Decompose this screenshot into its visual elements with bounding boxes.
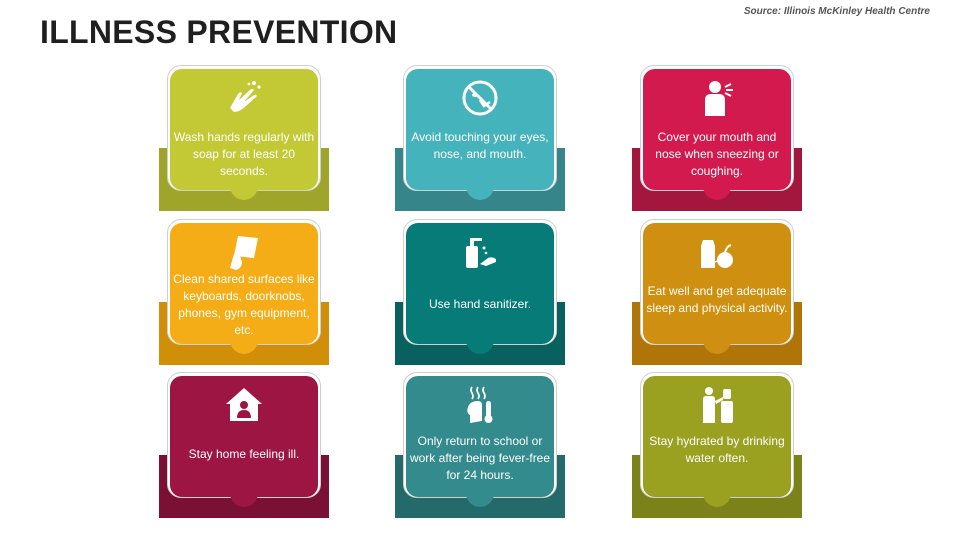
- washing-hands-icon: [218, 77, 270, 119]
- card-text: Only return to school or work after being fever-free for 24 hours.: [409, 434, 551, 482]
- home-icon: [218, 384, 270, 426]
- source-note: Source: Illinois McKinley Health Centre: [743, 6, 930, 17]
- tip-card-hand-sanitizer: [395, 219, 565, 365]
- tip-card-fever-free: [395, 372, 565, 518]
- cleaning-cloth-icon: [218, 231, 270, 273]
- healthy-food-icon: [691, 231, 743, 273]
- card-text: Clean shared surfaces like keyboards, doorknobs, phones, gym equipment, etc.: [173, 272, 315, 337]
- tip-card-eat-well: [632, 219, 802, 365]
- card-text: Eat well and get adequate sleep and physical activity.: [646, 284, 788, 315]
- hand-sanitizer-icon: [454, 231, 506, 273]
- tip-card-wash-hands: [159, 65, 329, 211]
- no-touch-face-icon: [454, 77, 506, 119]
- card-text: Wash hands regularly with soap for at least 20 seconds.: [173, 130, 315, 178]
- tip-card-stay-home: [159, 372, 329, 518]
- water-dispenser-icon: [691, 384, 743, 426]
- tip-card-stay-hydrated: [632, 372, 802, 518]
- sneezing-person-icon: [691, 77, 743, 119]
- card-text: Use hand sanitizer.: [428, 297, 532, 311]
- card-text: Avoid touching your eyes, nose, and mouth.: [411, 130, 549, 161]
- tip-card-cover-mouth: [632, 65, 802, 211]
- page-title: ILLNESS PREVENTION: [40, 14, 398, 50]
- card-text: Cover your mouth and nose when sneezing or coughing.: [655, 130, 779, 178]
- card-text: Stay home feeling ill.: [188, 447, 300, 461]
- fever-thermometer-icon: [454, 384, 506, 426]
- tip-card-avoid-touching: [395, 65, 565, 211]
- card-text: Stay hydrated by drinking water often.: [649, 434, 785, 465]
- tip-card-clean-surfaces: [159, 219, 329, 365]
